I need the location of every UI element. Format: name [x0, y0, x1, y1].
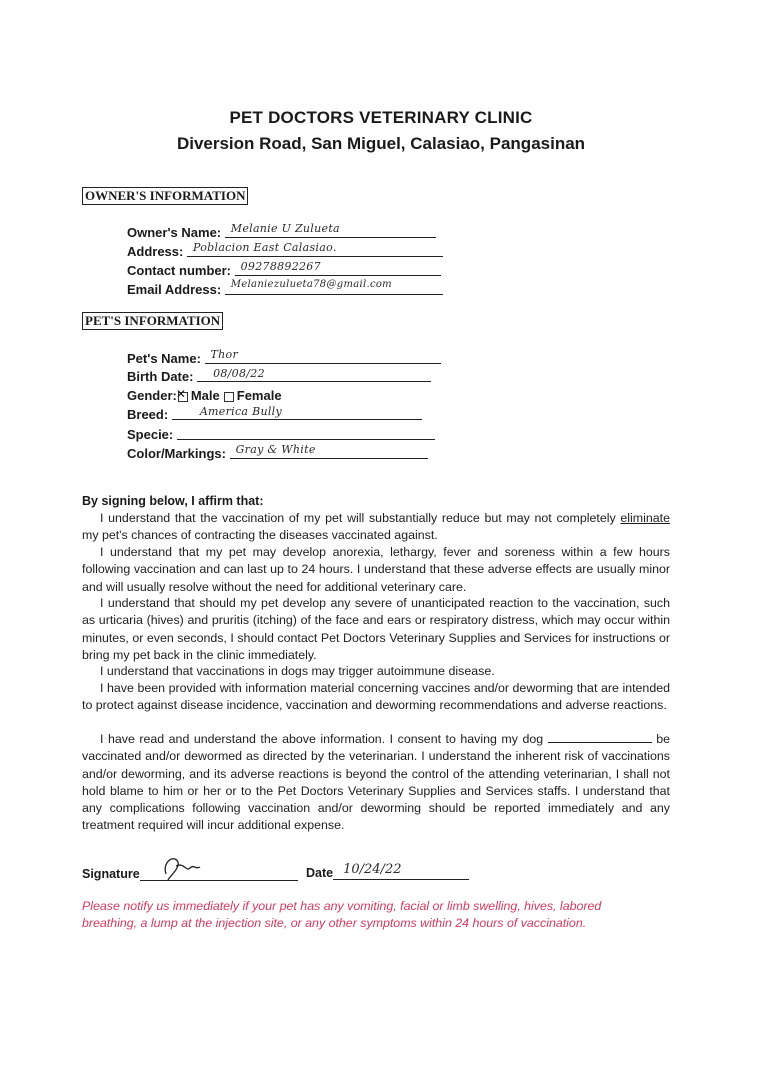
birth-date-label: Birth Date: [127, 369, 194, 384]
breed-field[interactable]: America Bully [172, 405, 422, 420]
date-field[interactable]: 10/24/22 [333, 862, 469, 880]
signature-scribble [160, 852, 220, 882]
signature-label: Signature [82, 867, 140, 881]
dog-name-blank[interactable] [548, 730, 652, 743]
clinic-address: Diversion Road, San Miguel, Calasiao, Pangasinan [176, 134, 586, 153]
female-checkbox[interactable] [224, 392, 234, 402]
specie-row [127, 426, 435, 444]
date-label: Date [306, 866, 334, 880]
affirm-paragraph-2 [82, 544, 670, 596]
email-field[interactable]: Melaniezulueta78@gmail.com [225, 279, 443, 295]
pet-section-title: PET'S INFORMATION [82, 312, 223, 330]
contact-row [127, 262, 441, 280]
birth-date-field[interactable]: 08/08/22 [197, 367, 431, 382]
birth-date-row [127, 369, 431, 387]
gender-row [127, 388, 282, 406]
affirm-paragraph-1 [82, 510, 670, 545]
color-field[interactable]: Gray & White [230, 443, 428, 459]
male-checkbox[interactable] [175, 386, 188, 402]
address-label: Address: [127, 244, 184, 259]
gender-label: Gender: [127, 388, 177, 403]
p5-text: I have been provided with information material concerning vaccines and/or deworming that are intended to protect against disease incidence, vaccination and deworming recommendations and adverse reactions. [82, 681, 670, 713]
email-row [127, 281, 443, 299]
affirm-title: By signing below, I affirm that: [82, 494, 264, 508]
pet-name-field[interactable]: Thor [205, 348, 441, 364]
affirm-paragraph-5 [82, 680, 670, 715]
affirm-paragraph-6 [82, 730, 670, 835]
breed-label: Breed: [127, 407, 169, 422]
owner-name-label: Owner's Name: [127, 225, 222, 240]
address-row [127, 243, 443, 261]
affirm-paragraph-3 [82, 595, 670, 664]
p6-text-a: I have read and understand the above information. I consent to having my dog [100, 732, 544, 746]
signature-row [82, 862, 298, 881]
p1-text-b: my pet's chances of contracting the diseases vaccinated against. [82, 528, 438, 543]
notice-text: Please notify us immediately if your pet has any vomiting, facial or limb swelling, hives, labored breathing, a lump at the injection site, or any other symptoms within 24 hours of vaccination. [82, 899, 602, 930]
signature-field[interactable] [140, 862, 298, 881]
clinic-name: PET DOCTORS VETERINARY CLINIC [229, 108, 533, 127]
breed-row [127, 407, 422, 425]
contact-field[interactable]: 09278892267 [235, 260, 441, 276]
pet-name-label: Pet's Name: [127, 351, 201, 366]
p1-text-a: I understand that the vaccination of my pet will substantially reduce but may not completely [100, 511, 616, 525]
p2-text: I understand that my pet may develop anorexia, lethargy, fever and soreness within a few hours following vaccination and can last up to 24 hours. I understand that these adverse effects are usually minor and will usually resolve without the need for additional veterinary care. [82, 545, 670, 594]
address-field[interactable]: Poblacion East Calasiao. [187, 241, 443, 257]
owner-name-row [127, 224, 436, 242]
male-label: Male [190, 388, 220, 403]
specie-label: Specie: [127, 427, 174, 442]
email-label: Email Address: [127, 282, 222, 297]
contact-label: Contact number: [127, 263, 231, 278]
p6-text-b: be vaccinated and/or dewormed as directed by the veterinarian. I understand the inherent risk of vaccinations and/or deworming, and its adverse reactions is beyond the control of the attending veterinarian, I shall not hold blame to him or her or to the Pet Doctors Veterinary Supplies and Services staffs. I understand that any complications following vaccination and/or deworming should be reported immediately and any treatment required will incur additional expense. [82, 732, 670, 833]
owner-section-title: OWNER'S INFORMATION [82, 187, 248, 205]
p1-underlined: eliminate [620, 511, 670, 525]
owner-name-field[interactable]: Melanie U Zulueta [225, 222, 436, 238]
male-checkmark: ✕ [175, 386, 186, 401]
p4-text: I understand that vaccinations in dogs may trigger autoimmune disease. [100, 664, 495, 678]
female-label: Female [236, 388, 282, 403]
affirm-paragraph-4 [82, 663, 670, 680]
color-label: Color/Markings: [127, 446, 226, 461]
date-row [306, 862, 469, 880]
specie-field[interactable] [177, 424, 435, 440]
pet-name-row [127, 350, 441, 368]
color-row [127, 445, 428, 463]
p3-text: I understand that should my pet develop any severe of unanticipated reaction to the vaccination, such as urticaria (hives) and pruritis (itching) of the face and ears or respiratory distress, which may occur within minutes, or even seconds, I should contact Pet Doctors Veterinary Supplies and Services for instructions or bring my pet back in the clinic immediately. [82, 596, 670, 662]
